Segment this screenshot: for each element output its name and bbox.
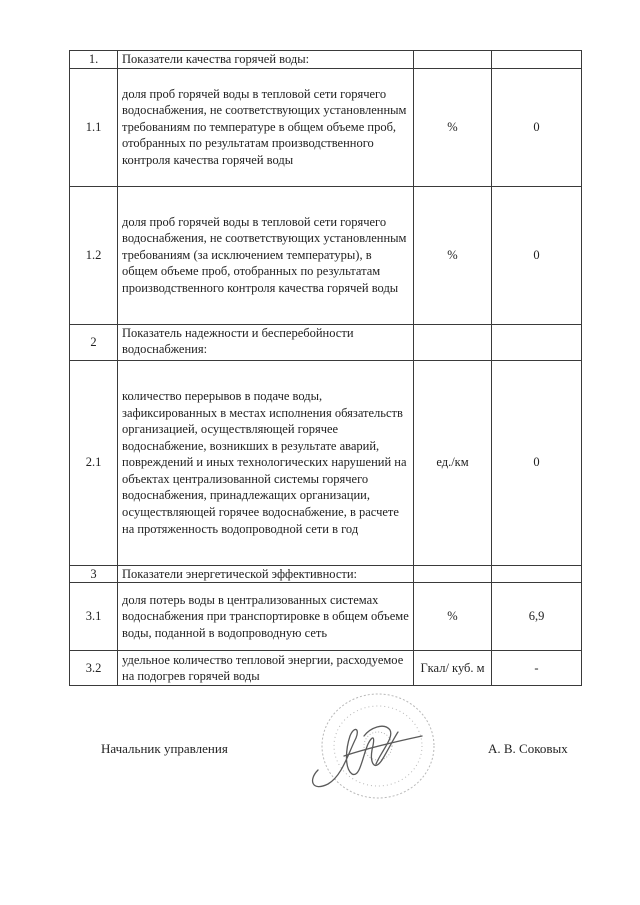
row-unit — [414, 51, 492, 69]
table-row — [70, 360, 582, 565]
row-value: 0 — [492, 186, 582, 324]
table-row — [70, 186, 582, 324]
row-description: доля проб горячей воды в тепловой сети горячего водоснабжения, не соответствующих установленным требованиям (за исключением температуры), в общем объеме проб, отобранных по результатам производственного контроля качества горячей воды — [118, 186, 414, 324]
row-number: 3.1 — [70, 583, 118, 651]
table-row — [70, 651, 582, 686]
row-number: 2 — [70, 324, 118, 360]
row-description: количество перерывов в подаче воды, зафиксированных в местах исполнения обязательств организацией, осуществляющей горячее водоснабжение, возникших в результате аварий, повреждений и иных технологических нарушений на объектах централизованной системы горячего водоснабжения, принадлежащих организации, осуществляющей горячее водоснабжение, в расчете на протяженность водопроводной сети в год — [118, 360, 414, 565]
seal-stamp — [298, 688, 448, 813]
row-description: удельное количество тепловой энергии, расходуемое на подогрев горячей воды — [118, 651, 414, 686]
row-value — [492, 51, 582, 69]
signer-name: А. В. Соковых — [488, 741, 568, 756]
row-number: 1.2 — [70, 186, 118, 324]
row-unit: % — [414, 186, 492, 324]
row-unit: % — [414, 583, 492, 651]
row-value — [492, 565, 582, 583]
row-unit: ед./км — [414, 360, 492, 565]
table-row — [70, 51, 582, 69]
table-row — [70, 583, 582, 651]
signer-position: Начальник управления — [101, 741, 228, 756]
row-unit — [414, 565, 492, 583]
row-description: Показатель надежности и бесперебойности водоснабжения: — [118, 324, 414, 360]
row-value: 0 — [492, 68, 582, 186]
row-unit: Гкал/ куб. м — [414, 651, 492, 686]
row-unit — [414, 324, 492, 360]
table-row — [70, 68, 582, 186]
row-value: - — [492, 651, 582, 686]
table-row — [70, 565, 582, 583]
row-value — [492, 324, 582, 360]
row-description: Показатели качества горячей воды: — [118, 51, 414, 69]
row-description: доля проб горячей воды в тепловой сети горячего водоснабжения, не соответствующих установленным требованиям по температуре в общем объеме проб, отобранных по результатам производственного контроля качества горячей воды — [118, 68, 414, 186]
row-description: Показатели энергетической эффективности: — [118, 565, 414, 583]
row-unit: % — [414, 68, 492, 186]
row-value: 6,9 — [492, 583, 582, 651]
row-description: доля потерь воды в централизованных системах водоснабжения при транспортировке в общем объеме воды, поданной в водопроводную сеть — [118, 583, 414, 651]
row-number: 1. — [70, 51, 118, 69]
indicators-table — [69, 50, 582, 686]
row-number: 1.1 — [70, 68, 118, 186]
row-number: 3 — [70, 565, 118, 583]
table-row — [70, 324, 582, 360]
row-value: 0 — [492, 360, 582, 565]
row-number: 2.1 — [70, 360, 118, 565]
row-number: 3.2 — [70, 651, 118, 686]
